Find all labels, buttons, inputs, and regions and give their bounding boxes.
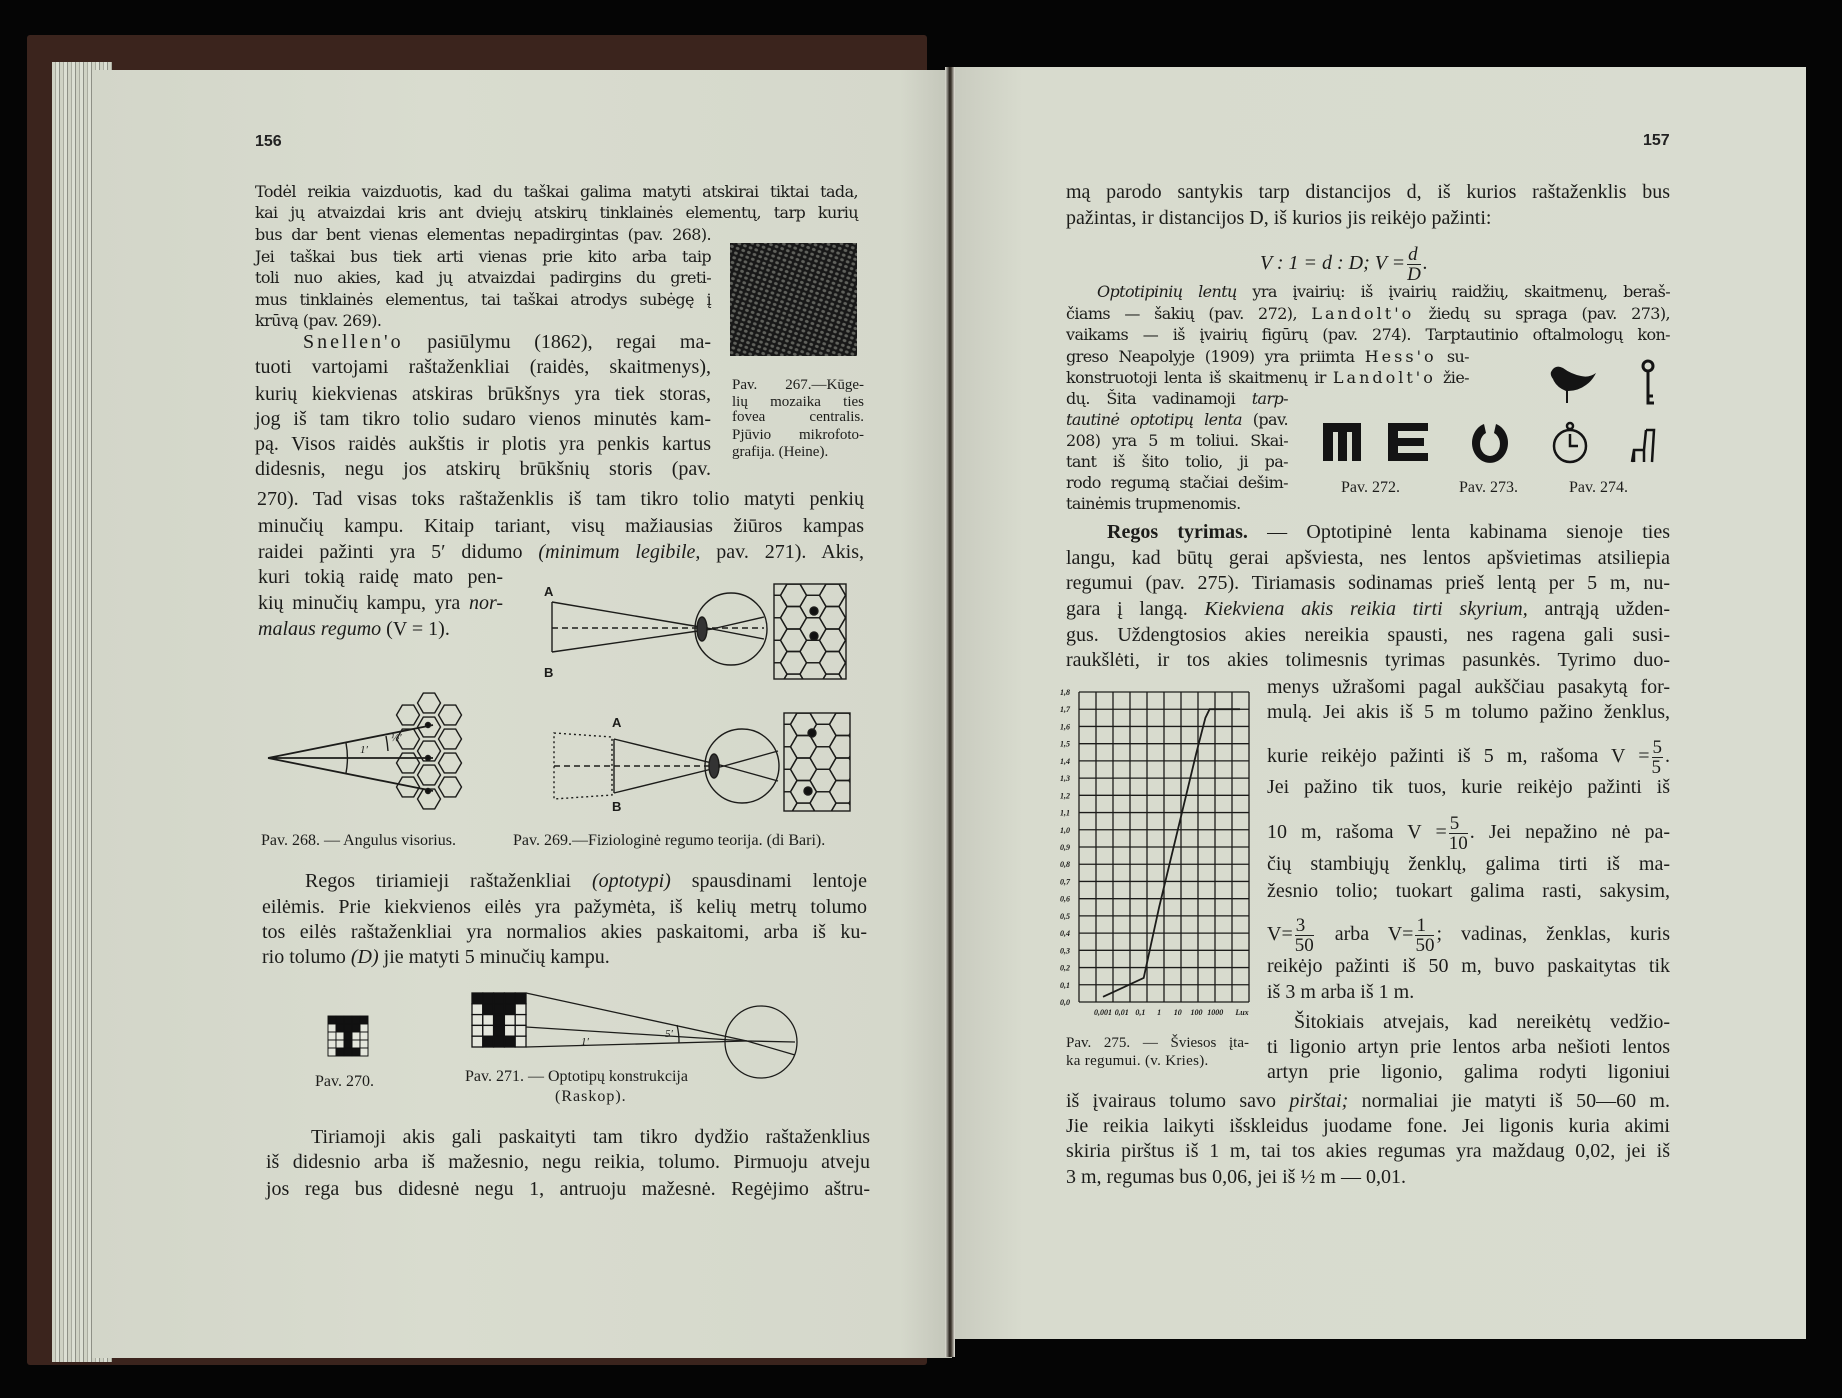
denominator: 5	[1651, 757, 1661, 778]
text-line: langu, kad būtų gerai apšviesta, nes lentos apšvietimas atsiliepia	[1066, 547, 1670, 569]
grid-cell	[360, 1032, 368, 1040]
letter-e-optotype-icon	[1388, 423, 1428, 461]
grid-cell	[328, 1024, 336, 1032]
text-line: tainėmis trupmenomis.	[1066, 494, 1241, 513]
grid-cell	[472, 1015, 483, 1026]
text-segment: spausdinami lentoje	[670, 870, 867, 892]
figure-caption: Pjūvio mikrofoto-	[732, 427, 864, 443]
hex-cell	[439, 729, 462, 749]
text-line	[1267, 813, 1670, 854]
text-segment: normaliai jie matyti iš 50—60 m.	[1348, 1090, 1670, 1112]
text-line: žesnio tolio; tuokart galima rasti, sakysim,	[1267, 880, 1670, 902]
cone-mosaic-micrograph	[730, 243, 857, 356]
text-line: 208) yra 5 m toliui. Skai-	[1066, 431, 1288, 450]
formula-text: V : 1 = d : D; V =	[1260, 252, 1406, 275]
text-line: Todėl reikia vaizduotis, kad du taškai galima matyti atskirai tiktai tada,	[255, 182, 858, 201]
grid-cell	[494, 1004, 505, 1015]
text-line: Jei taškai bus tiek arti vienas prie kito arba taip	[255, 247, 711, 266]
numerator: 5	[1652, 737, 1662, 758]
grid-cell	[472, 1004, 483, 1015]
x-tick-label: 0,001	[1094, 1008, 1112, 1017]
text-line: tos eilės raštaženkliai yra normalios akies paskaitomi, arba iš ku-	[262, 921, 867, 943]
grid-cell	[360, 1040, 368, 1048]
y-tick-label: 0,1	[1060, 980, 1070, 990]
landolt-ring-icon	[1472, 424, 1508, 463]
hex-cell	[418, 765, 441, 785]
y-tick-label: 0,7	[1060, 877, 1070, 887]
grid-cell	[504, 1015, 515, 1026]
grid-cell	[352, 1040, 360, 1048]
italic-term: (minimum legibile,	[538, 541, 701, 563]
text-segment: su-	[1436, 347, 1469, 366]
text-line	[1066, 596, 1670, 622]
y-tick-label: 0,8	[1060, 860, 1070, 870]
figure-caption: (Raskop).	[555, 1088, 627, 1105]
x-tick-label: 10	[1173, 1008, 1182, 1017]
text-line: vaikams — iš įvairių figūrų (pav. 274). Tarptautinio oftalmologų kon-	[1066, 325, 1670, 344]
x-tick-label: 1000	[1207, 1008, 1224, 1017]
text-segment: antrąją užden-	[1527, 598, 1670, 620]
italic-term: nor-	[468, 592, 503, 614]
text-segment: greso Neapolyje (1909) yra priimta	[1066, 347, 1365, 366]
text-line	[1066, 304, 1670, 324]
y-tick-label: 0,3	[1060, 946, 1070, 956]
figure-caption: Pav. 274.	[1569, 479, 1628, 496]
text-segment: (V = 1).	[381, 618, 450, 640]
hex-cell	[439, 705, 462, 725]
text-line	[1267, 737, 1670, 778]
grid-cell	[360, 1016, 368, 1024]
text-line	[258, 590, 503, 616]
numerator: 1	[1415, 916, 1434, 936]
text-line: Šitokiais atvejais, kad nereikėtų vedžio-	[1294, 1011, 1670, 1033]
x-tick-label: 1	[1157, 1008, 1162, 1017]
text-line	[1066, 1088, 1670, 1114]
hex-cell	[397, 753, 420, 773]
text-line	[1107, 519, 1670, 545]
text-segment: Regos tiriamieji raštaženkliai	[305, 870, 592, 892]
text-line: raukšlėti, ir tos akies tolimesnis tyrimas pasunkės. Tyrimo duo-	[1066, 649, 1670, 671]
figure-caption: Pav. 272.	[1341, 479, 1400, 496]
author-name: Landolt'o	[1311, 304, 1415, 323]
numerator: 3	[1295, 916, 1314, 936]
x-tick-label: 0,1	[1135, 1008, 1146, 1017]
text-line: toli nuo akies, kad jų atvaizdai padirgins du greti-	[255, 268, 711, 287]
grid-cell	[472, 1025, 483, 1036]
text-line: čių stambiųjų ženklų, galima tirti iš ma-	[1267, 853, 1670, 875]
grid-cell	[352, 1032, 360, 1040]
text-segment: žiedų su spraga (pav. 273),	[1414, 304, 1670, 323]
text-line	[258, 539, 864, 565]
grid-cell	[352, 1016, 360, 1024]
text-segment: arba V=	[1315, 923, 1414, 946]
text-line: iš 3 m arba iš 1 m.	[1267, 981, 1415, 1003]
text-line: jos rega bus didesnė negu 1, antruoju mažesnė. Regėjimo aštru-	[266, 1178, 870, 1200]
denominator: 10	[1448, 833, 1468, 854]
text-segment: yra įvairių: iš įvairių raidžių, skaitmenų, beraš-	[1236, 282, 1670, 301]
grid-cell	[483, 993, 494, 1004]
text-segment: raidei pažinti yra 5′ didumo	[258, 541, 539, 563]
numerator: d	[1407, 245, 1421, 265]
text-segment: ; vadinas, ženklas, kuris	[1436, 923, 1671, 946]
light-acuity-chart	[1050, 680, 1260, 1025]
text-segment: — Optotipinė lenta kabinama sienoje ties	[1247, 521, 1671, 543]
hex-cell	[439, 777, 462, 797]
text-segment: 10 m, rašoma V =	[1267, 821, 1447, 844]
text-segment: pasiūlymu (1862), regai ma-	[403, 331, 711, 353]
text-line: mą parodo santykis tarp distancijos d, iš kurios raštaženklis bus	[1066, 181, 1670, 203]
label-a: A	[612, 715, 622, 730]
hex-cell	[439, 753, 462, 773]
grid-cell	[328, 1048, 336, 1056]
y-tick-label: 0,6	[1060, 894, 1070, 904]
text-line: pažintas, ir distancijos D, iš kurios jis reikėjo pažinti:	[1066, 207, 1492, 229]
text-line	[1267, 915, 1671, 956]
text-line: tuoti vartojami raštaženkliai (raidės, skaitmenys),	[255, 356, 711, 378]
text-segment: .	[1665, 745, 1670, 768]
author-name: Landolt'o	[1332, 368, 1436, 387]
italic-term: (D)	[350, 946, 379, 968]
grid-cell	[494, 993, 505, 1004]
text-segment: kių minučių kampu, yra	[258, 592, 469, 614]
y-tick-label: 1,6	[1060, 722, 1070, 732]
text-line	[1097, 282, 1670, 302]
text-line: gus. Uždengtosios akies nereikia spausti, nes ragena gali susi-	[1066, 624, 1670, 646]
angle-label: 5′	[665, 1028, 673, 1040]
fraction	[1415, 916, 1434, 955]
grid-cell	[483, 1015, 494, 1026]
y-tick-label: 0,4	[1060, 929, 1070, 939]
bird-icon	[1551, 367, 1596, 403]
x-tick-label: 100	[1190, 1008, 1203, 1017]
y-tick-label: 0,0	[1060, 998, 1070, 1007]
text-segment: iš įvairaus tolumo savo	[1066, 1090, 1290, 1112]
figure-caption: grafija. (Heine).	[732, 444, 829, 460]
y-tick-label: 1,0	[1060, 825, 1070, 835]
denominator: D	[1407, 264, 1421, 285]
text-line: pą. Visos raidės aukštis ir plotis yra penkis kartus	[255, 433, 711, 455]
grid-cell	[504, 993, 515, 1004]
grid-cell	[360, 1024, 368, 1032]
text-line: regumui (pav. 275). Tiriamasis sodinamas prieš lentą per 5 m, nu-	[1066, 572, 1670, 594]
formula	[1260, 244, 1428, 285]
text-line: mus tinklainės elementus, tai taškai atrodys subėgę į	[255, 290, 711, 309]
italic-term: pirštai;	[1289, 1090, 1349, 1112]
text-segment: pav. 271). Akis,	[700, 541, 864, 563]
y-tick-label: 1,8	[1060, 688, 1070, 697]
italic-term: malaus regumo	[258, 618, 382, 640]
y-tick-label: 1,4	[1060, 756, 1070, 766]
grid-cell	[483, 1036, 494, 1047]
grid-cell	[494, 1036, 505, 1047]
text-line: 270). Tad visas toks raštaženklis iš tam tikro tolio matyti penkių	[257, 488, 864, 510]
grid-cell	[336, 1040, 344, 1048]
grid-cell	[336, 1024, 344, 1032]
italic-term: tarp-	[1251, 389, 1288, 408]
text-segment: čiams — šakių (pav. 272),	[1066, 304, 1312, 323]
angle-label: ½′	[391, 732, 402, 744]
text-line: didesnis, negu jos atskirų brūkšnių storis (pav.	[255, 458, 711, 480]
italic-term: Optotipinių lentų	[1097, 282, 1237, 301]
figure-caption: Pav. 275. — Šviesos įta-	[1066, 1035, 1249, 1051]
grid-cell	[344, 1048, 352, 1056]
eye-diagram-bottom	[552, 713, 848, 814]
text-line: artyn prie ligonio, galima rodyti ligoniui	[1267, 1061, 1670, 1083]
text-line: tant iš šito tolio, ji pa-	[1066, 452, 1288, 471]
figure-caption: Pav. 273.	[1459, 479, 1518, 496]
text-segment: jie matyti 5 minučių kampu.	[378, 946, 610, 968]
text-line: Tiriamoji akis gali paskaityti tam tikro dydžio raštaženklius	[311, 1126, 870, 1148]
key-icon	[1643, 361, 1654, 403]
y-tick-label: 0,2	[1060, 963, 1070, 973]
grid-cell	[494, 1025, 505, 1036]
grid-cell	[515, 1004, 526, 1015]
optotype-figures	[1320, 355, 1665, 470]
text-line	[258, 616, 503, 642]
grid-cell	[328, 1016, 336, 1024]
x-tick-label: 0,01	[1114, 1008, 1129, 1017]
text-segment: V=	[1267, 923, 1293, 946]
eye-diagram-top	[544, 584, 844, 679]
x-axis-label: Lux	[1235, 1008, 1249, 1017]
y-tick-label: 1,7	[1060, 705, 1070, 715]
figure-caption: fovea centralis.	[732, 409, 864, 425]
text-line	[1066, 389, 1288, 409]
text-line	[262, 944, 867, 970]
text-line: iš didesnio arba iš mažesnio, negu reikia, tolumo. Pirmuoju atveju	[266, 1151, 870, 1173]
text-line: ti ligonio artyn prie lentos arba nešioti lentos	[1267, 1036, 1670, 1058]
grid-cell	[344, 1016, 352, 1024]
hex-cell	[418, 693, 441, 713]
y-tick-label: 1,3	[1060, 774, 1070, 784]
label-a: A	[544, 584, 554, 599]
grid-cell	[494, 1015, 505, 1026]
grid-cell	[344, 1040, 352, 1048]
text-segment: konstruotoji lenta iš skaitmenų ir	[1066, 368, 1333, 387]
label-b: B	[612, 799, 622, 814]
grid-cell	[515, 993, 526, 1004]
grid-cell	[504, 1025, 515, 1036]
grid-cell	[328, 1032, 336, 1040]
y-tick-label: 1,5	[1060, 739, 1070, 749]
section-heading: Regos tyrimas.	[1107, 521, 1248, 543]
grid-cell	[515, 1015, 526, 1026]
text-line: rodo regumą stačiai dešim-	[1066, 473, 1288, 492]
text-line: bus dar bent vienas elementas nepadirgintas (pav. 268).	[255, 225, 711, 244]
text-segment: . Jei nepažino nė pa-	[1469, 821, 1670, 844]
text-line	[1066, 410, 1288, 430]
figure-caption: Pav. 267.—Kūge-	[732, 377, 864, 393]
figure-caption: lių mozaika ties	[732, 394, 864, 410]
grid-cell	[352, 1024, 360, 1032]
grid-cell	[504, 1004, 515, 1015]
text-line: 3 m, regumas bus 0,06, jei iš ½ m — 0,01.	[1066, 1166, 1406, 1188]
text-segment: gara į langą.	[1066, 598, 1205, 620]
page-number: 156	[255, 133, 282, 150]
figure-caption: Pav. 270.	[315, 1073, 374, 1090]
fraction	[1652, 738, 1664, 777]
italic-term: Kiekviena akis reikia tirti skyrium,	[1204, 598, 1528, 620]
grid-cell	[336, 1032, 344, 1040]
grid-cell	[344, 1024, 352, 1032]
text-segment: kurie reikėjo pažinti iš 5 m, rašoma V =	[1267, 745, 1650, 768]
text-line: Jei pažino tik tuos, kurie reikėjo pažinti iš	[1267, 776, 1670, 798]
author-name: Hess'o	[1364, 347, 1437, 366]
text-line: Jie reikia laikyti išskleidus juodame fone. Jei ligonis kuria akimi	[1066, 1115, 1670, 1137]
grid-cell	[515, 1025, 526, 1036]
y-tick-label: 1,2	[1060, 791, 1070, 801]
text-segment: rio tolumo	[262, 946, 351, 968]
text-line: menys užrašomi pagal aukščiau pasakytą for-	[1267, 676, 1670, 698]
figure-caption: Pav. 269.—Fiziologinė regumo teorija. (di Bari).	[513, 832, 826, 849]
fraction	[1407, 245, 1421, 284]
text-line	[305, 868, 867, 894]
text-line: jog iš tam tikro tolio sudaro vienos minutės kam-	[255, 408, 711, 430]
grid-cell	[483, 1004, 494, 1015]
chair-icon	[1632, 430, 1654, 462]
grid-cell	[352, 1048, 360, 1056]
hex-cell	[397, 705, 420, 725]
grid-cell	[515, 1036, 526, 1047]
author-name: Snellen'o	[303, 331, 404, 353]
fraction	[1449, 814, 1468, 853]
figure-caption: ka regumui. (v. Kries).	[1066, 1053, 1209, 1069]
grid-cell	[504, 1036, 515, 1047]
grid-cell	[336, 1016, 344, 1024]
text-segment: (pav.	[1241, 410, 1288, 429]
book-gutter	[945, 67, 955, 1357]
angle-label: 1′	[581, 1036, 589, 1048]
text-segment: dų. Šita vadinamoji	[1066, 389, 1252, 408]
figure-caption: Pav. 268. — Angulus visorius.	[261, 832, 456, 849]
fraction	[1295, 916, 1314, 955]
shakes-optotype-icon	[1323, 423, 1361, 461]
y-tick-label: 0,9	[1060, 843, 1070, 852]
text-segment: žie-	[1435, 368, 1469, 387]
denominator: 50	[1294, 935, 1314, 956]
text-line: reikėjo pažinti iš 50 m, buvo paskaitytas tik	[1267, 955, 1670, 977]
stimulus-point	[426, 789, 431, 794]
y-tick-label: 0,5	[1060, 911, 1070, 921]
grid-cell	[360, 1048, 368, 1056]
text-line: eilėmis. Prie kiekvienos eilės yra pažymėta, iš kelių metrų tolumo	[262, 896, 867, 918]
text-line: mulą. Jei akis iš 5 m tolumo pažino ženklus,	[1267, 701, 1670, 723]
italic-term: tautinė optotipų lenta	[1066, 410, 1242, 429]
italic-term: (optotypi)	[591, 870, 671, 892]
text-line: kurių kiekvienas atskiras brūkšnys yra tiek storas,	[255, 383, 711, 405]
grid-cell	[483, 1025, 494, 1036]
text-line: skiria pirštus iš 1 m, tai tos akies regumas yra maždaug 0,02, jei iš	[1066, 1140, 1670, 1162]
stimulus-point	[426, 756, 431, 761]
text-line: minučių kampu. Kitaip tariant, visų mažiausias žiūros kampas	[258, 515, 864, 537]
angulus-visorius-diagram	[268, 691, 491, 813]
grid-cell	[344, 1032, 352, 1040]
optotype-grid-figure	[328, 1016, 368, 1056]
grid-cell	[328, 1040, 336, 1048]
stopwatch-icon	[1554, 423, 1586, 462]
stimulus-point	[426, 723, 431, 728]
page-number: 157	[1643, 132, 1670, 149]
y-tick-label: 1,1	[1060, 808, 1070, 818]
grid-cell	[336, 1048, 344, 1056]
text-line: kai jų atvaizdai kris ant dviejų atskirų tinklainės elementų, tarp kurių	[255, 203, 858, 222]
formula-end: .	[1422, 252, 1428, 275]
grid-cell	[472, 993, 483, 1004]
series-line	[1103, 709, 1240, 997]
label-b: B	[544, 665, 554, 680]
denominator: 50	[1415, 935, 1435, 956]
text-line: kuri tokią raidę mato pen-	[258, 566, 503, 588]
numerator: 5	[1449, 814, 1468, 834]
grid-cell	[472, 1036, 483, 1047]
text-line: krūvą (pav. 269).	[255, 311, 382, 330]
angle-label: 1′	[360, 744, 368, 756]
text-line	[303, 329, 711, 355]
figure-caption: Pav. 271. — Optotipų konstrukcija	[465, 1068, 688, 1085]
